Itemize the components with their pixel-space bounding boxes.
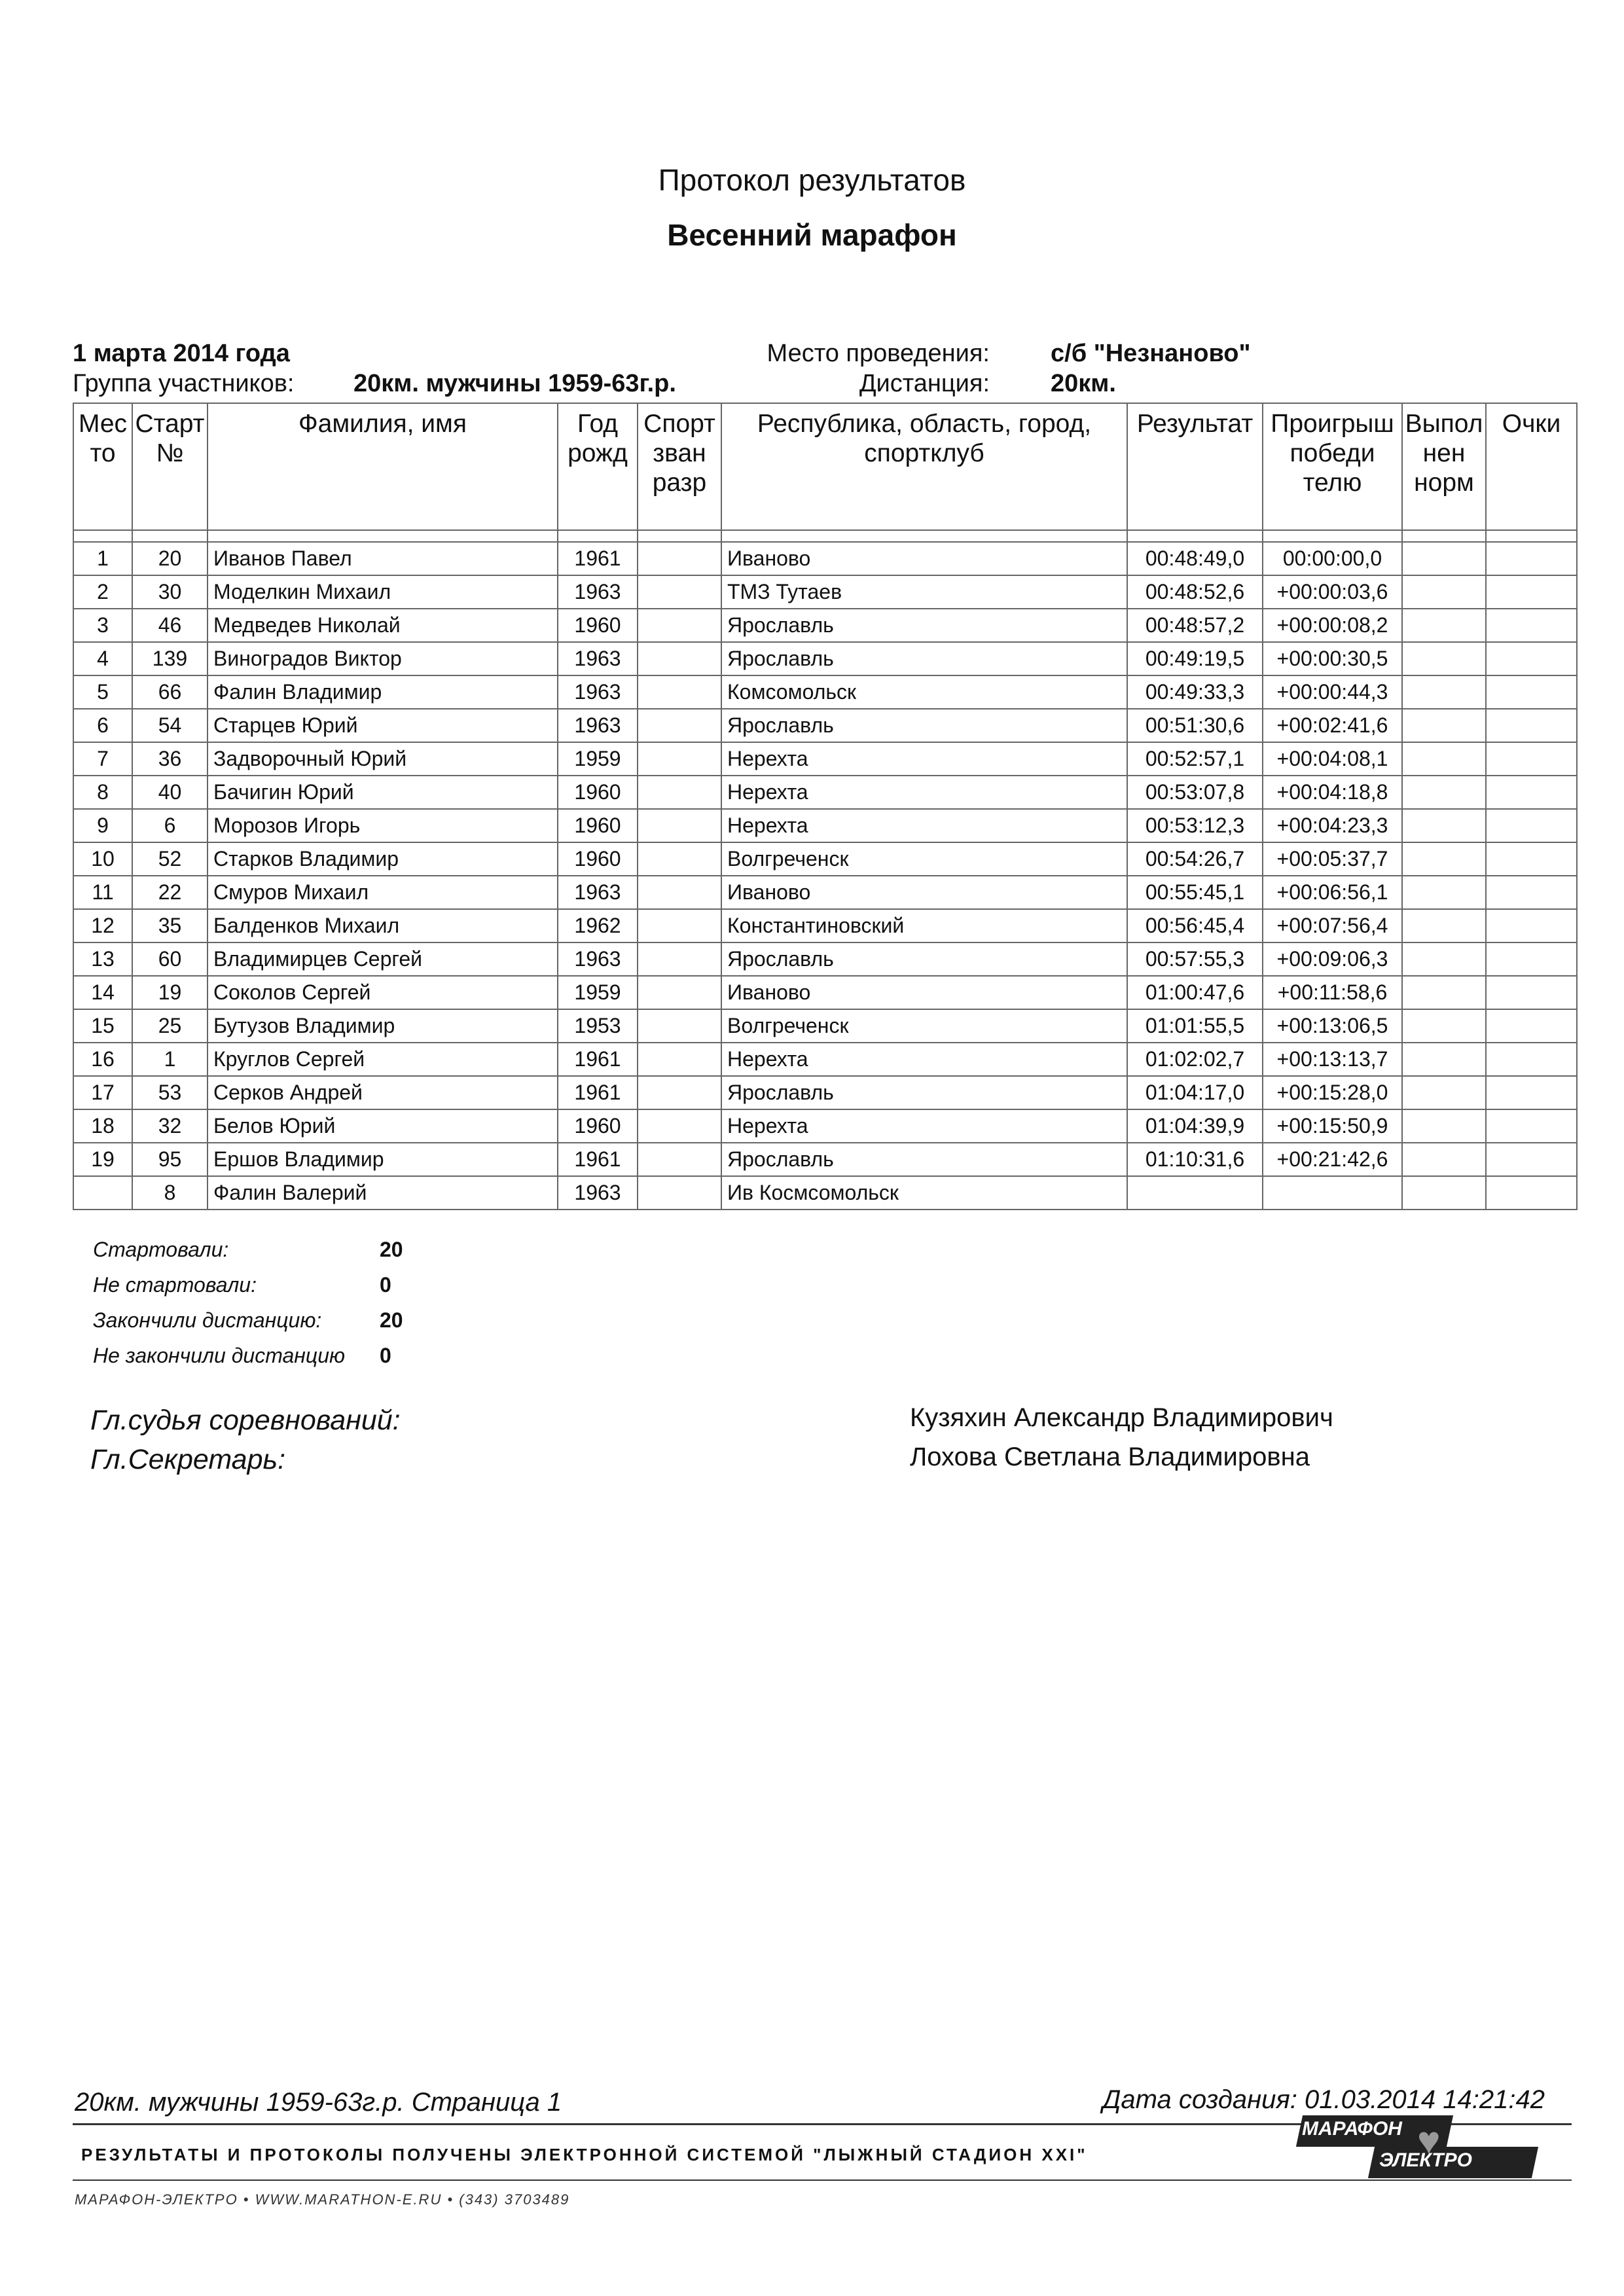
- cell-behind: 00:00:00,0: [1263, 542, 1402, 575]
- cell-result: 01:02:02,7: [1127, 1043, 1263, 1076]
- col-place: Мес то: [73, 403, 132, 530]
- cell-points: [1486, 1143, 1577, 1176]
- cell-behind: +00:04:08,1: [1263, 742, 1402, 776]
- cell-start: 53: [132, 1076, 208, 1109]
- cell-club: Нерехта: [721, 776, 1127, 809]
- cell-club: Волгреченск: [721, 1009, 1127, 1043]
- cell-behind: +00:02:41,6: [1263, 709, 1402, 742]
- judge-label: Гл.судья соревнований:: [90, 1405, 401, 1436]
- group-label: Группа участников:: [73, 370, 295, 397]
- cell-start: 60: [132, 942, 208, 976]
- cell-name: Медведев Николай: [208, 609, 558, 642]
- cell-place: 10: [73, 842, 132, 876]
- venue-value: с/б "Незнаново": [1051, 340, 1251, 367]
- cell-year: 1960: [558, 842, 638, 876]
- cell-year: 1962: [558, 909, 638, 942]
- cell-year: 1963: [558, 675, 638, 709]
- finished-value: 20: [380, 1308, 403, 1332]
- cell-points: [1486, 742, 1577, 776]
- cell-norm: [1402, 1109, 1486, 1143]
- cell-norm: [1402, 876, 1486, 909]
- cell-rank: [638, 842, 721, 876]
- cell-club: Нерехта: [721, 1109, 1127, 1143]
- cell-place: 17: [73, 1076, 132, 1109]
- cell-place: 8: [73, 776, 132, 809]
- cell-place: 6: [73, 709, 132, 742]
- table-row: [73, 1009, 1577, 1043]
- cell-name: Иванов Павел: [208, 542, 558, 575]
- cell-start: 54: [132, 709, 208, 742]
- cell-behind: +00:15:28,0: [1263, 1076, 1402, 1109]
- col-year: Год рожд: [558, 403, 638, 530]
- cell-club: Иваново: [721, 876, 1127, 909]
- secretary-name: Лохова Светлана Владимировна: [910, 1443, 1310, 1471]
- cell-name: Белов Юрий: [208, 1109, 558, 1143]
- cell-points: [1486, 909, 1577, 942]
- cell-start: 22: [132, 876, 208, 909]
- cell-behind: +00:00:03,6: [1263, 575, 1402, 609]
- cell-start: 52: [132, 842, 208, 876]
- cell-result: 00:56:45,4: [1127, 909, 1263, 942]
- cell-place: 14: [73, 976, 132, 1009]
- cell-result: 01:04:17,0: [1127, 1076, 1263, 1109]
- cell-year: 1960: [558, 1109, 638, 1143]
- table-row: [73, 876, 1577, 909]
- cell-start: 95: [132, 1143, 208, 1176]
- cell-points: [1486, 776, 1577, 809]
- cell-behind: +00:00:08,2: [1263, 609, 1402, 642]
- cell-rank: [638, 1109, 721, 1143]
- cell-result: 00:48:52,6: [1127, 575, 1263, 609]
- cell-name: Бачигин Юрий: [208, 776, 558, 809]
- cell-place: 3: [73, 609, 132, 642]
- cell-name: Ершов Владимир: [208, 1143, 558, 1176]
- cell-behind: +00:21:42,6: [1263, 1143, 1402, 1176]
- cell-club: ТМЗ Тутаев: [721, 575, 1127, 609]
- col-start: Старт №: [132, 403, 208, 530]
- cell-club: Константиновский: [721, 909, 1127, 942]
- logo-text-top: МАРАФОН: [1302, 2118, 1402, 2140]
- cell-name: Фалин Владимир: [208, 675, 558, 709]
- cell-rank: [638, 809, 721, 842]
- cell-club: Ярославль: [721, 942, 1127, 976]
- col-behind: Проигрыш победи телю: [1263, 403, 1402, 530]
- cell-club: Ярославль: [721, 709, 1127, 742]
- cell-year: 1960: [558, 609, 638, 642]
- cell-result: 00:51:30,6: [1127, 709, 1263, 742]
- cell-start: 8: [132, 1176, 208, 1210]
- cell-year: 1961: [558, 1143, 638, 1176]
- cell-year: 1963: [558, 575, 638, 609]
- cell-result: 00:55:45,1: [1127, 876, 1263, 909]
- cell-points: [1486, 675, 1577, 709]
- table-row: [73, 976, 1577, 1009]
- cell-result: 00:48:57,2: [1127, 609, 1263, 642]
- cell-year: 1963: [558, 1176, 638, 1210]
- cell-name: Моделкин Михаил: [208, 575, 558, 609]
- cell-place: 1: [73, 542, 132, 575]
- cell-club: Нерехта: [721, 1043, 1127, 1076]
- cell-rank: [638, 1143, 721, 1176]
- secretary-label: Гл.Секретарь:: [90, 1444, 286, 1475]
- col-rank: Спорт зван разр: [638, 403, 721, 530]
- cell-start: 139: [132, 642, 208, 675]
- cell-club: Нерехта: [721, 742, 1127, 776]
- cell-rank: [638, 609, 721, 642]
- cell-behind: +00:04:23,3: [1263, 809, 1402, 842]
- cell-result: 01:04:39,9: [1127, 1109, 1263, 1143]
- stats-block: [93, 1232, 403, 1373]
- cell-result: 00:57:55,3: [1127, 942, 1263, 976]
- cell-points: [1486, 1109, 1577, 1143]
- cell-result: 00:49:33,3: [1127, 675, 1263, 709]
- cell-norm: [1402, 842, 1486, 876]
- cell-norm: [1402, 1076, 1486, 1109]
- cell-points: [1486, 1076, 1577, 1109]
- cell-result: 01:00:47,6: [1127, 976, 1263, 1009]
- cell-norm: [1402, 609, 1486, 642]
- not-finished-value: 0: [380, 1344, 391, 1367]
- cell-norm: [1402, 675, 1486, 709]
- cell-name: Виноградов Виктор: [208, 642, 558, 675]
- cell-start: 6: [132, 809, 208, 842]
- footer-notice: РЕЗУЛЬТАТЫ И ПРОТОКОЛЫ ПОЛУЧЕНЫ ЭЛЕКТРОННОЙ СИСТЕМОЙ "ЛЫЖНЫЙ СТАДИОН XXI": [81, 2145, 1088, 2164]
- cell-points: [1486, 809, 1577, 842]
- cell-rank: [638, 942, 721, 976]
- cell-points: [1486, 942, 1577, 976]
- cell-points: [1486, 609, 1577, 642]
- cell-points: [1486, 542, 1577, 575]
- cell-place: 15: [73, 1009, 132, 1043]
- cell-rank: [638, 709, 721, 742]
- cell-norm: [1402, 1176, 1486, 1210]
- col-name: Фамилия, имя: [208, 403, 558, 530]
- not-started-value: 0: [380, 1273, 391, 1297]
- cell-place: 12: [73, 909, 132, 942]
- cell-start: 36: [132, 742, 208, 776]
- cell-year: 1963: [558, 942, 638, 976]
- cell-norm: [1402, 809, 1486, 842]
- table-row: [73, 1043, 1577, 1076]
- cell-rank: [638, 542, 721, 575]
- cell-behind: +00:06:56,1: [1263, 876, 1402, 909]
- cell-year: 1953: [558, 1009, 638, 1043]
- cell-name: Круглов Сергей: [208, 1043, 558, 1076]
- table-row: [73, 809, 1577, 842]
- cell-points: [1486, 876, 1577, 909]
- cell-place: 9: [73, 809, 132, 842]
- cell-rank: [638, 776, 721, 809]
- cell-result: 01:01:55,5: [1127, 1009, 1263, 1043]
- cell-name: Смуров Михаил: [208, 876, 558, 909]
- results-table: [73, 403, 1578, 1210]
- cell-rank: [638, 909, 721, 942]
- cell-rank: [638, 675, 721, 709]
- cell-norm: [1402, 642, 1486, 675]
- cell-result: 00:48:49,0: [1127, 542, 1263, 575]
- not-finished-label: Не закончили дистанцию: [93, 1344, 346, 1367]
- table-row: [73, 942, 1577, 976]
- cell-result: 00:54:26,7: [1127, 842, 1263, 876]
- cell-year: 1959: [558, 976, 638, 1009]
- cell-name: Бутузов Владимир: [208, 1009, 558, 1043]
- cell-start: 32: [132, 1109, 208, 1143]
- cell-points: [1486, 1043, 1577, 1076]
- heart-icon: ♥: [1417, 2119, 1441, 2162]
- cell-club: Ярославль: [721, 609, 1127, 642]
- logo-text-bottom: ЭЛЕКТРО: [1379, 2149, 1472, 2171]
- cell-start: 66: [132, 675, 208, 709]
- cell-start: 30: [132, 575, 208, 609]
- cell-result: 00:52:57,1: [1127, 742, 1263, 776]
- cell-behind: +00:15:50,9: [1263, 1109, 1402, 1143]
- table-row: [73, 1143, 1577, 1176]
- table-row: [73, 776, 1577, 809]
- cell-year: 1963: [558, 642, 638, 675]
- cell-start: 40: [132, 776, 208, 809]
- cell-club: Ярославль: [721, 642, 1127, 675]
- cell-start: 35: [132, 909, 208, 942]
- cell-rank: [638, 642, 721, 675]
- cell-points: [1486, 575, 1577, 609]
- cell-rank: [638, 1009, 721, 1043]
- footer-page: 20км. мужчины 1959-63г.р. Страница 1: [75, 2088, 562, 2117]
- cell-name: Владимирцев Сергей: [208, 942, 558, 976]
- cell-club: Иваново: [721, 976, 1127, 1009]
- cell-club: Иваново: [721, 542, 1127, 575]
- cell-place: 7: [73, 742, 132, 776]
- cell-place: 18: [73, 1109, 132, 1143]
- judge-name: Кузяхин Александр Владимирович: [910, 1403, 1333, 1432]
- cell-club: Ярославль: [721, 1076, 1127, 1109]
- cell-rank: [638, 742, 721, 776]
- cell-start: 19: [132, 976, 208, 1009]
- cell-place: 5: [73, 675, 132, 709]
- finished-label: Закончили дистанцию:: [93, 1308, 322, 1332]
- cell-year: 1961: [558, 542, 638, 575]
- table-row: [73, 909, 1577, 942]
- not-started-label: Не стартовали:: [93, 1273, 257, 1297]
- cell-points: [1486, 1176, 1577, 1210]
- document-title: Протокол результатов: [658, 163, 966, 197]
- cell-start: 46: [132, 609, 208, 642]
- col-club: Республика, область, город, спортклуб: [721, 403, 1127, 530]
- cell-points: [1486, 842, 1577, 876]
- cell-norm: [1402, 542, 1486, 575]
- col-norm: Выпол нен норм: [1402, 403, 1486, 530]
- cell-result: 01:10:31,6: [1127, 1143, 1263, 1176]
- footer-created: Дата создания: 01.03.2014 14:21:42: [1102, 2085, 1545, 2114]
- started-value: 20: [380, 1238, 403, 1261]
- cell-year: 1960: [558, 776, 638, 809]
- cell-behind: [1263, 1176, 1402, 1210]
- cell-place: 19: [73, 1143, 132, 1176]
- cell-year: 1961: [558, 1043, 638, 1076]
- cell-norm: [1402, 776, 1486, 809]
- cell-points: [1486, 642, 1577, 675]
- table-row: [73, 1109, 1577, 1143]
- cell-start: 25: [132, 1009, 208, 1043]
- cell-result: 00:53:12,3: [1127, 809, 1263, 842]
- cell-behind: +00:07:56,4: [1263, 909, 1402, 942]
- cell-year: 1959: [558, 742, 638, 776]
- cell-club: Ив Космсомольск: [721, 1176, 1127, 1210]
- cell-year: 1961: [558, 1076, 638, 1109]
- table-row: [73, 542, 1577, 575]
- cell-club: Волгреченск: [721, 842, 1127, 876]
- cell-norm: [1402, 1143, 1486, 1176]
- cell-name: Старцев Юрий: [208, 709, 558, 742]
- cell-behind: +00:11:58,6: [1263, 976, 1402, 1009]
- cell-points: [1486, 976, 1577, 1009]
- cell-result: 00:49:19,5: [1127, 642, 1263, 675]
- cell-behind: +00:00:44,3: [1263, 675, 1402, 709]
- event-title: Весенний марафон: [667, 218, 957, 252]
- cell-norm: [1402, 575, 1486, 609]
- cell-points: [1486, 1009, 1577, 1043]
- cell-rank: [638, 1176, 721, 1210]
- event-date: 1 марта 2014 года: [73, 340, 290, 367]
- footer-contacts: МАРАФОН-ЭЛЕКТРО • WWW.MARATHON-E.RU • (343) 3703489: [75, 2191, 570, 2208]
- cell-year: 1963: [558, 709, 638, 742]
- cell-place: 11: [73, 876, 132, 909]
- cell-place: 13: [73, 942, 132, 976]
- cell-name: Морозов Игорь: [208, 809, 558, 842]
- col-result: Результат: [1127, 403, 1263, 530]
- cell-result: [1127, 1176, 1263, 1210]
- cell-place: [73, 1176, 132, 1210]
- cell-name: Балденков Михаил: [208, 909, 558, 942]
- table-row: [73, 609, 1577, 642]
- cell-place: 2: [73, 575, 132, 609]
- distance-label: Дистанция:: [859, 370, 990, 397]
- cell-name: Серков Андрей: [208, 1076, 558, 1109]
- started-label: Стартовали:: [93, 1238, 229, 1261]
- table-header-row: [73, 403, 1577, 530]
- table-row: [73, 742, 1577, 776]
- cell-behind: +00:09:06,3: [1263, 942, 1402, 976]
- venue-label: Место проведения:: [767, 340, 990, 367]
- cell-start: 1: [132, 1043, 208, 1076]
- cell-behind: +00:00:30,5: [1263, 642, 1402, 675]
- cell-norm: [1402, 709, 1486, 742]
- cell-rank: [638, 1076, 721, 1109]
- table-row: [73, 675, 1577, 709]
- cell-year: 1960: [558, 809, 638, 842]
- table-row: [73, 709, 1577, 742]
- cell-club: Нерехта: [721, 809, 1127, 842]
- cell-name: Старков Владимир: [208, 842, 558, 876]
- table-row: [73, 642, 1577, 675]
- cell-place: 4: [73, 642, 132, 675]
- cell-rank: [638, 876, 721, 909]
- cell-place: 16: [73, 1043, 132, 1076]
- table-row: [73, 575, 1577, 609]
- table-row: [73, 1176, 1577, 1210]
- cell-norm: [1402, 1043, 1486, 1076]
- table-row: [73, 842, 1577, 876]
- cell-points: [1486, 709, 1577, 742]
- cell-name: Соколов Сергей: [208, 976, 558, 1009]
- cell-norm: [1402, 909, 1486, 942]
- cell-norm: [1402, 976, 1486, 1009]
- cell-behind: +00:05:37,7: [1263, 842, 1402, 876]
- cell-rank: [638, 575, 721, 609]
- cell-name: Фалин Валерий: [208, 1176, 558, 1210]
- group-value: 20км. мужчины 1959-63г.р.: [353, 370, 676, 397]
- cell-result: 00:53:07,8: [1127, 776, 1263, 809]
- cell-name: Задворочный Юрий: [208, 742, 558, 776]
- cell-rank: [638, 1043, 721, 1076]
- cell-norm: [1402, 742, 1486, 776]
- cell-behind: +00:13:13,7: [1263, 1043, 1402, 1076]
- cell-norm: [1402, 1009, 1486, 1043]
- marathon-electro-logo: [1293, 2113, 1568, 2191]
- cell-year: 1963: [558, 876, 638, 909]
- col-points: Очки: [1486, 403, 1577, 530]
- cell-norm: [1402, 942, 1486, 976]
- cell-start: 20: [132, 542, 208, 575]
- cell-club: Ярославль: [721, 1143, 1127, 1176]
- distance-value: 20км.: [1051, 370, 1116, 397]
- cell-behind: +00:04:18,8: [1263, 776, 1402, 809]
- cell-rank: [638, 976, 721, 1009]
- cell-club: Комсомольск: [721, 675, 1127, 709]
- table-row: [73, 1076, 1577, 1109]
- cell-behind: +00:13:06,5: [1263, 1009, 1402, 1043]
